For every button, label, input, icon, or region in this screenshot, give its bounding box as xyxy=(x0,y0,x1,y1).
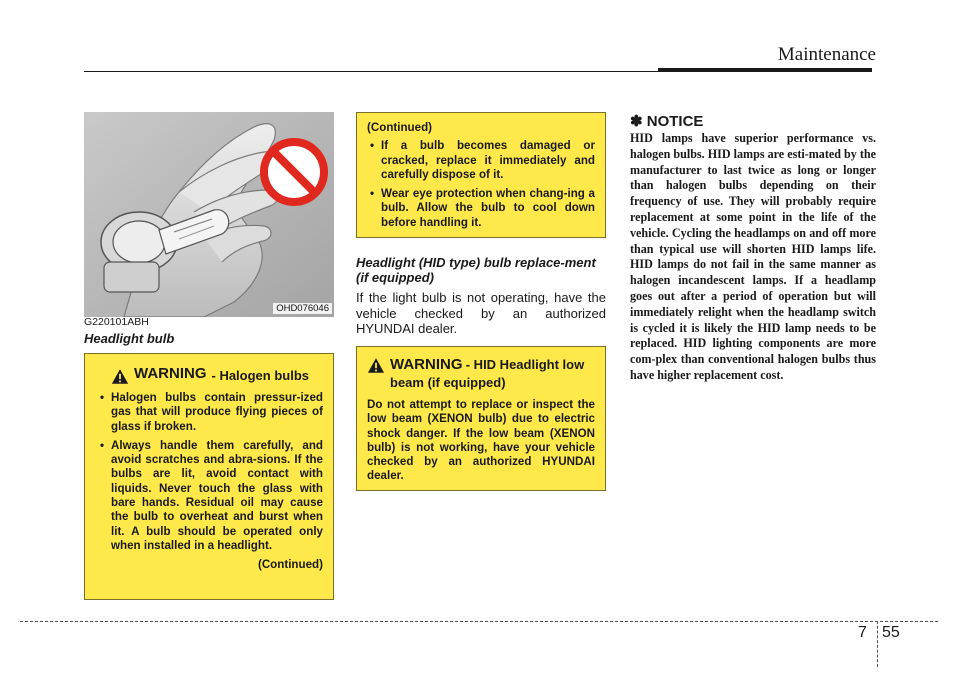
page-number: 55 xyxy=(882,624,900,641)
warning-triangle-icon xyxy=(111,368,129,385)
warning-word: WARNING xyxy=(134,365,207,382)
continued-label: (Continued) xyxy=(257,558,323,572)
section-title-headlight-bulb: Headlight bulb xyxy=(84,331,175,346)
warning-box-continued xyxy=(356,112,606,238)
warning-item: • Halogen bulbs contain pressur-ized gas that will produce flying pieces of glass if broken. xyxy=(97,391,323,434)
hand-holding-bulb-illustration xyxy=(84,112,334,317)
warning-heading xyxy=(97,367,323,385)
notice-body-text: HID lamps have superior performance vs. halogen bulbs. HID lamps are esti-mated by the manufacturer to last twice as long or longer than halogen bulbs depending on their frequency of use. They will probably require replacement at some point in the life of the vehicle. Cycling the headlamps on and off more than typical use will shorten HID lamps life. HID lamps do not fail in the same manner as halogen incandescent lamps. If a headlamp goes out after a period of operation but will immediately relight when the headlamp switch is cycled it is likely the HID lamp needs to be replaced. HID lighting components are more com-plex than conventional halogen bulbs thus have higher replacement cost. xyxy=(630,131,876,382)
warning-box-hid xyxy=(356,346,606,491)
hid-bulb-body-text: If the light bulb is not operating, have the vehicle checked by an authorized HYUNDAI dealer. xyxy=(356,290,606,336)
notice-title: NOTICE xyxy=(646,113,704,130)
warning-subtitle: - HID Headlight low beam (if equipped) xyxy=(390,357,585,390)
notice-heading xyxy=(630,112,703,130)
footer-divider xyxy=(877,621,878,667)
figure-code: OHD076046 xyxy=(273,303,332,314)
headlight-bulb-photo xyxy=(84,112,334,317)
footer-rule xyxy=(20,621,938,622)
warning-box-halogen xyxy=(84,353,334,600)
warning-list xyxy=(367,139,595,230)
warning-heading xyxy=(367,356,595,392)
warning-item: • If a bulb becomes damaged or cracked, replace it immediately and carefully dispose of it. xyxy=(367,139,595,182)
notice-symbol-icon: ✽ xyxy=(630,113,643,130)
section-code: G220101ABH xyxy=(84,316,149,328)
continued-heading: (Continued) xyxy=(367,121,433,134)
warning-triangle-icon xyxy=(367,357,385,374)
warning-subtitle: - Halogen bulbs xyxy=(211,368,309,383)
page-header-title: Maintenance xyxy=(777,44,876,65)
warning-list xyxy=(97,391,323,553)
section-title-hid-bulb: Headlight (HID type) bulb replace-ment (if equipped) xyxy=(356,255,596,285)
warning-word: WARNING xyxy=(390,356,463,373)
chapter-number: 7 xyxy=(858,624,867,641)
warning-text: Do not attempt to replace or inspect the low beam (XENON bulb) due to electric shock danger. If the low beam (XENON bulb) is not working, have your vehicle checked by an authorized HYUNDAI dealer. xyxy=(367,398,595,483)
warning-item: • Wear eye protection when chang-ing a bulb. Allow the bulb to cool down before handling it. xyxy=(367,187,595,230)
header-rule-accent xyxy=(658,68,872,72)
warning-item: • Always handle them carefully, and avoid scratches and abra-sions. If the bulbs are lit, avoid contact with liquids. Never touch the glass with bare hands. Residual oil may cause the bulb to overheat and burst when lit. A bulb should be operated only when installed in a headlight. xyxy=(97,439,323,553)
